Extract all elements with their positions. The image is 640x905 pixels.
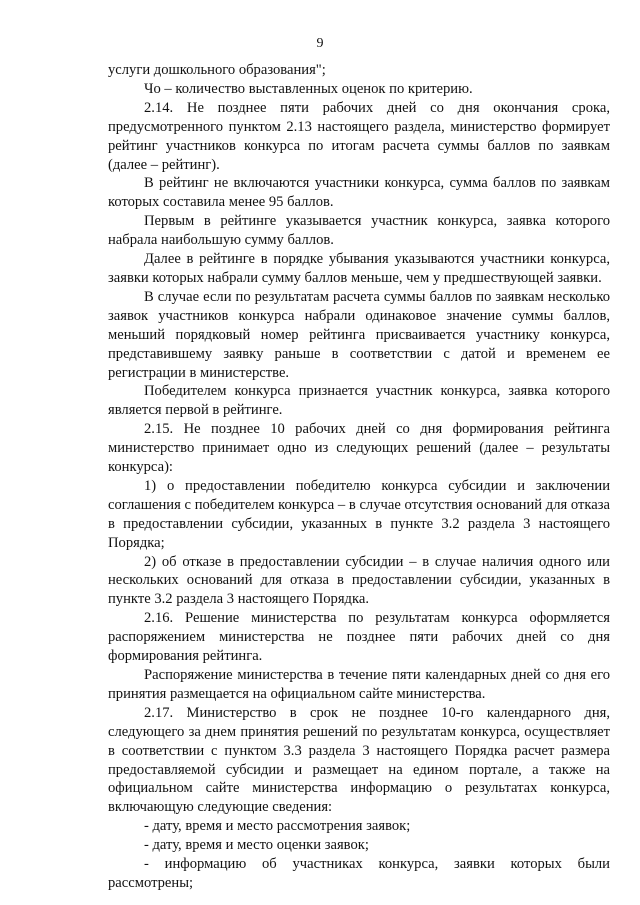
list-item-decision-2: 2) об отказе в предоставлении субсидии – в случае наличия одного или нескольких оснований для отказа в предоставлении субсидии, указанных в пункте 3.2 раздела 3 настоящего Порядка.	[108, 553, 610, 608]
list-item-info: - дату, время и место оценки заявок;	[144, 837, 369, 854]
paragraph: Распоряжение министерства в течение пяти календарных дней со дня его принятия размещается на официальном сайте министерства.	[108, 667, 610, 702]
list-item-info: - дату, время и место рассмотрения заявок;	[144, 818, 411, 835]
paragraph-clause-2-17: 2.17. Министерство в срок не позднее 10-го календарного дня, следующего за днем принятия решений по результатам конкурса, осуществляет в соответствии с пунктом 3.3 раздела 3 настоящего Порядка расчет размера предоставляемой субсидии и размещает на едином портале, а также на официальном сайте министерства информацию о результатах конкурса, включающую следующие сведения:	[108, 704, 610, 816]
paragraph-clause-2-14: 2.14. Не позднее пяти рабочих дней со дня окончания срока, предусмотренного пунктом 2.13 настоящего раздела, министерство формирует рейтинг участников конкурса по итогам расчета суммы баллов по заявкам (далее – рейтинг).	[108, 99, 610, 173]
paragraph: В случае если по результатам расчета суммы баллов по заявкам несколько заявок участников конкурса набрали одинаковое значение суммы баллов, меньший порядковый номер рейтинга присваивается участнику конкурса, представившему заявку раньше в соответствии с датой и временем ее регистрации в министерстве.	[108, 288, 610, 381]
list-item-decision-1: 1) о предоставлении победителю конкурса субсидии и заключении соглашения с победителем конкурса – в случае отсутствия оснований для отказа в предоставлении субсидии, указанных в пункте 3.2 раздела 3 настоящего Порядка;	[108, 477, 610, 551]
paragraph: Первым в рейтинге указывается участник конкурса, заявка которого набрала наибольшую сумму баллов.	[108, 213, 610, 249]
list-item-info: - информацию об участниках конкурса, заявки которых были рассмотрены;	[108, 856, 610, 891]
paragraph: Далее в рейтинге в порядке убывания указываются участники конкурса, заявки которых набрали сумму баллов меньше, чем у предшествующей заявки.	[108, 251, 610, 286]
paragraph-clause-2-15: 2.15. Не позднее 10 рабочих дней со дня формирования рейтинга министерство принимает одно из следующих решений (далее – результаты конкурса):	[108, 421, 610, 476]
page-number: 9	[316, 36, 324, 51]
paragraph: Чо – количество выставленных оценок по критерию.	[144, 80, 473, 97]
paragraph: Победителем конкурса признается участник конкурса, заявка которого является первой в рейтинге.	[108, 383, 610, 419]
document-body	[108, 61, 610, 893]
paragraph-clause-2-16: 2.16. Решение министерства по результатам конкурса оформляется распоряжением министерства не позднее пяти рабочих дней со дня формирования рейтинга.	[108, 610, 610, 665]
paragraph: услуги дошкольного образования";	[108, 62, 326, 78]
paragraph: В рейтинг не включаются участники конкурса, сумма баллов по заявкам которых составила менее 95 баллов.	[108, 175, 610, 211]
